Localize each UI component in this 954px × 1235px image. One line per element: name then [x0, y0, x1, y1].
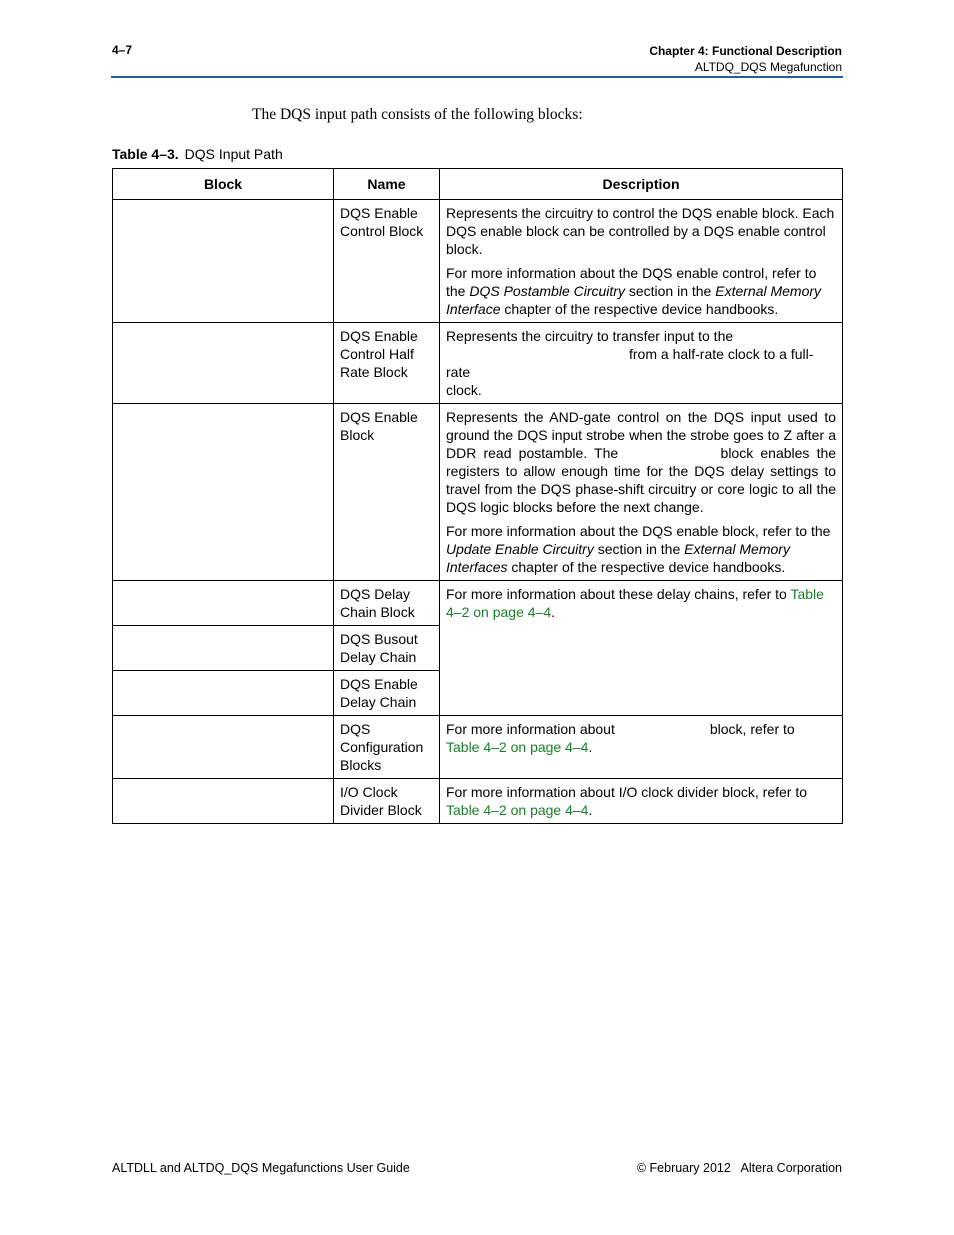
block-cell: [113, 404, 334, 581]
table-row: [113, 581, 843, 626]
text-run: .: [588, 802, 593, 818]
table-4-2-link[interactable]: Table 4–2 on page 4–4: [446, 586, 824, 620]
block-cell: [113, 626, 334, 671]
text-run: block enables the registers to allow enough time for the DQS delay settings to travel from the DQS phase-shift circuitry or core logic to all the DQS logic blocks before the next change.: [446, 445, 837, 515]
table-4-2-link[interactable]: Table 4–2 on page 4–4: [446, 739, 589, 755]
name-cell: DQS Configuration Blocks: [334, 716, 440, 779]
name-cell: DQS Enable Control Block: [334, 200, 440, 323]
italic-ref: DQS Postamble Circuitry: [469, 283, 625, 299]
description-cell: [440, 581, 843, 716]
text-run: section in the: [624, 283, 716, 299]
table-row: [113, 716, 843, 779]
text-run: For more information about: [446, 721, 615, 737]
table-caption: [112, 146, 283, 162]
description-cell: [440, 779, 843, 824]
text-run: block, refer to: [709, 721, 795, 737]
block-cell: [113, 779, 334, 824]
description-paragraph: [446, 408, 836, 516]
text-run: clock.: [446, 382, 482, 398]
intro-text: The DQS input path consists of the following blocks:: [252, 106, 583, 123]
name-cell: DQS Delay Chain Block: [334, 581, 440, 626]
table-caption-title: DQS Input Path: [184, 146, 283, 162]
text-run: For more information about the DQS enable block, refer to the: [446, 523, 831, 539]
text-run: Represents the AND-gate control on the DQS input used to ground the DQS input strobe when the strobe goes to Z after a DDR read postamble. The: [446, 409, 836, 461]
text-run: For more information about these delay chains, refer to: [446, 586, 791, 602]
text-run: section in the: [593, 541, 685, 557]
italic-ref: External Memory Interfaces: [446, 541, 790, 575]
text-run: .: [588, 739, 593, 755]
footer-copyright: © February 2012 Altera Corporation: [636, 1161, 842, 1175]
text-run: from a half-rate clock to a full-rate: [446, 346, 814, 380]
description-cell: [440, 404, 843, 581]
footer-doc-title: ALTDLL and ALTDQ_DQS Megafunctions User Guide: [112, 1161, 410, 1175]
section-title: ALTDQ_DQS Megafunction: [694, 60, 842, 74]
block-cell: [113, 671, 334, 716]
text-run: chapter of the respective device handbooks.: [500, 301, 779, 317]
table-row: [113, 779, 843, 824]
text-run: .: [551, 604, 555, 620]
block-cell: [113, 581, 334, 626]
header-name: Name: [334, 169, 440, 200]
description-paragraph: [446, 264, 836, 318]
block-cell: [113, 323, 334, 404]
italic-ref: External Memory Interface: [446, 283, 822, 317]
table-row: [113, 200, 843, 323]
header-block: Block: [113, 169, 334, 200]
table-caption-label: Table 4–3.: [112, 146, 179, 162]
name-cell: DQS Enable Block: [334, 404, 440, 581]
table-row: [113, 323, 843, 404]
name-cell: DQS Busout Delay Chain: [334, 626, 440, 671]
text-run: For more information about I/O clock divider block, refer to: [446, 784, 808, 800]
description-cell: [440, 200, 843, 323]
text-run: Represents the circuitry to transfer input to the: [446, 328, 734, 344]
description-cell: [440, 323, 843, 404]
description-paragraph: Represents the circuitry to control the DQS enable block. Each DQS enable block can be controlled by a DQS enable control block.: [446, 205, 835, 257]
description-paragraph: [446, 522, 836, 576]
text-run: chapter of the respective device handbooks.: [507, 559, 786, 575]
block-cell: [113, 200, 334, 323]
description-cell: [440, 716, 843, 779]
block-cell: [113, 716, 334, 779]
running-header: [649, 43, 842, 75]
table-header-row: [113, 169, 843, 200]
dqs-input-path-table: [112, 168, 843, 824]
table-row: [113, 404, 843, 581]
header-description: Description: [440, 169, 843, 200]
name-cell: DQS Enable Delay Chain: [334, 671, 440, 716]
italic-ref: Update Enable Circuitry: [446, 541, 594, 557]
header-rule: [111, 76, 843, 78]
name-cell: I/O Clock Divider Block: [334, 779, 440, 824]
table-4-2-link[interactable]: Table 4–2 on page 4–4: [446, 802, 589, 818]
text-run: For more information about the DQS enable control, refer to the: [446, 265, 817, 299]
name-cell: DQS Enable Control Half Rate Block: [334, 323, 440, 404]
description-paragraph: [446, 327, 836, 399]
page-number: 4–7: [112, 43, 133, 57]
chapter-title: Chapter 4: Functional Description: [649, 44, 842, 58]
